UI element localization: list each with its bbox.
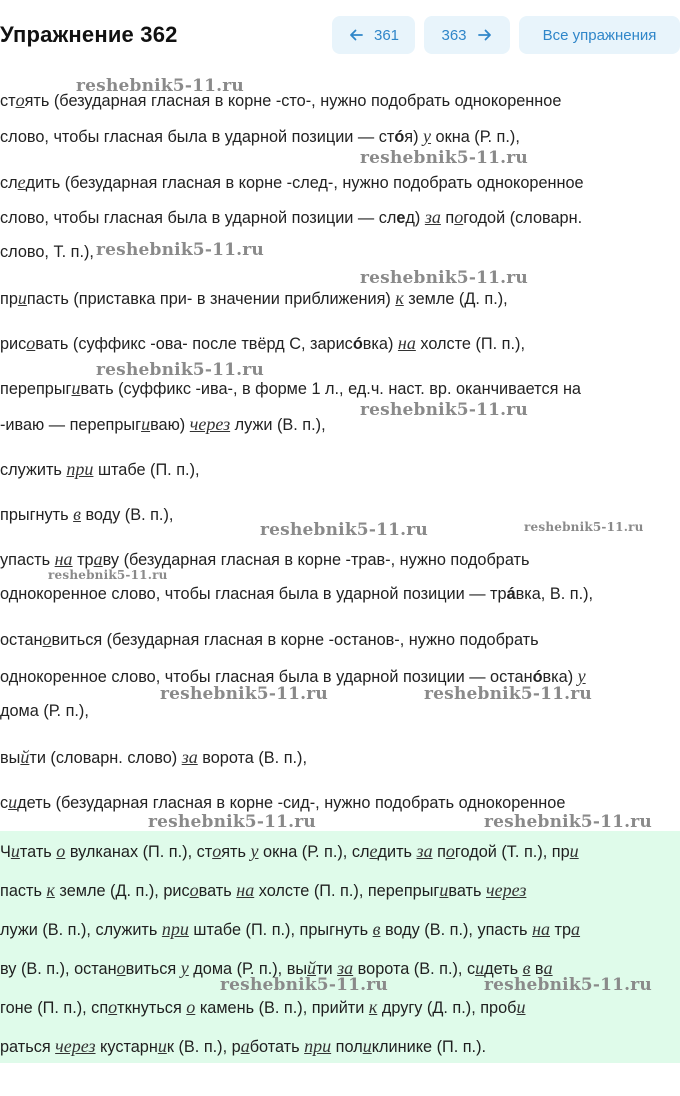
vowel-highlight: и	[71, 378, 81, 398]
text-segment: ти (словарн. слово)	[29, 749, 182, 767]
text-segment: пол	[331, 1038, 363, 1056]
explanation-line	[0, 414, 326, 435]
answer-line	[0, 997, 526, 1018]
text-segment: п	[440, 209, 455, 227]
exercise-header	[0, 0, 680, 72]
explanation-line	[0, 792, 565, 813]
vowel-highlight: й	[20, 747, 30, 767]
preposition-highlight: при	[161, 919, 189, 939]
text-segment: гоне (П. п.), сп	[0, 999, 109, 1017]
text-segment: рис	[0, 335, 27, 353]
text-segment: ваю)	[150, 416, 190, 434]
answer-box	[0, 831, 680, 1063]
vowel-highlight: и	[17, 288, 27, 308]
preposition-highlight: за	[424, 207, 441, 227]
text-segment: пасть	[0, 882, 47, 900]
text-segment: окна (Р. п.),	[431, 128, 520, 146]
answer-line	[0, 1036, 486, 1057]
text-segment: ти	[316, 960, 338, 978]
stressed-vowel: е	[396, 209, 406, 227]
vowel-highlight: а	[93, 549, 103, 569]
text-segment: ворота (В. п.), с	[353, 960, 476, 978]
preposition-highlight: при	[66, 459, 94, 479]
text-segment: клинике (П. п.).	[371, 1038, 487, 1056]
preposition-highlight: при	[304, 1036, 332, 1056]
text-segment: кустарн	[95, 1038, 158, 1056]
text-segment: ст	[0, 92, 16, 110]
vowel-highlight: о	[212, 841, 222, 861]
vowel-highlight: и	[439, 880, 449, 900]
watermark-text: reshebnik5-11.ru	[96, 360, 264, 380]
text-segment: виться (безударная гласная в корне -останов-, нужно подобрать	[51, 631, 539, 649]
stressed-vowel: ó	[532, 668, 543, 686]
watermark-text: reshebnik5-11.ru	[148, 812, 316, 832]
vowel-highlight: о	[15, 90, 25, 110]
text-segment: я)	[404, 128, 424, 146]
text-segment: раться	[0, 1038, 56, 1056]
vowel-highlight: о	[108, 997, 118, 1017]
watermark-text: reshebnik5-11.ru	[360, 400, 528, 420]
vowel-highlight: а	[240, 1036, 250, 1056]
text-segment: тр	[72, 551, 94, 569]
prev-exercise-button[interactable]	[332, 16, 415, 54]
text-segment: окна (Р. п.), сл	[258, 843, 370, 861]
text-segment: дить (безударная гласная в корне -след-, нужно подобрать однокоренное	[25, 174, 584, 192]
answer-line	[0, 841, 579, 862]
stressed-vowel: ó	[352, 335, 363, 353]
preposition-highlight: на	[532, 919, 550, 939]
preposition-highlight: о	[56, 841, 66, 861]
text-segment: слово, чтобы гласная была в ударной позиции — ст	[0, 128, 395, 146]
text-segment: к (В. п.), р	[166, 1038, 241, 1056]
preposition-highlight: на	[397, 333, 416, 353]
text-segment: пасть (приставка при- в значении приближения)	[26, 290, 396, 308]
watermark-text: reshebnik5-11.ru	[524, 520, 644, 534]
vowel-highlight: е	[17, 172, 26, 192]
watermark-text: reshebnik5-11.ru	[76, 76, 244, 96]
text-segment: тр	[550, 921, 572, 939]
preposition-highlight: на	[236, 880, 255, 900]
text-segment: холсте (П. п.), перепрыг	[254, 882, 440, 900]
text-segment: остан	[0, 631, 43, 649]
vowel-highlight: а	[543, 958, 553, 978]
watermark-text: reshebnik5-11.ru	[360, 268, 528, 288]
watermark-text: reshebnik5-11.ru	[260, 520, 428, 540]
preposition-highlight: у	[577, 666, 586, 686]
vowel-highlight: и	[475, 958, 485, 978]
watermark-text: reshebnik5-11.ru	[360, 148, 528, 168]
text-segment: дома (Р. п.),	[0, 702, 89, 720]
text-segment: в	[530, 960, 544, 978]
explanation-line	[0, 549, 530, 570]
preposition-highlight: в	[372, 919, 381, 939]
explanation-line	[0, 333, 525, 354]
text-segment: вы	[0, 749, 21, 767]
text-segment: деть (безударная гласная в корне -сид-, нужно подобрать однокоренное	[17, 794, 566, 812]
preposition-highlight: у	[423, 126, 432, 146]
next-exercise-button[interactable]	[424, 16, 510, 54]
vowel-highlight: и	[362, 1036, 372, 1056]
text-segment: штабе (П. п.), прыгнуть	[188, 921, 373, 939]
text-segment: однокоренное слово, чтобы гласная была в ударной позиции — тр	[0, 585, 507, 603]
text-segment: -иваю — перепрыг	[0, 416, 142, 434]
text-segment: вка)	[542, 668, 578, 686]
preposition-highlight: за	[337, 958, 354, 978]
text-segment: вать	[198, 882, 237, 900]
text-segment: ву (В. п.), остан	[0, 960, 117, 978]
text-segment: тать	[19, 843, 57, 861]
text-segment: слово, чтобы гласная была в ударной позиции — сл	[0, 209, 397, 227]
text-segment: воду (В. п.),	[80, 506, 174, 524]
text-segment: ткнуться	[117, 999, 187, 1017]
explanation-line	[0, 243, 94, 262]
explanation-line	[0, 172, 584, 193]
watermark-text: reshebnik5-11.ru	[484, 975, 652, 995]
preposition-highlight: у	[180, 958, 189, 978]
explanation-line	[0, 504, 173, 525]
answer-line	[0, 919, 580, 940]
preposition-highlight: на	[54, 549, 73, 569]
text-segment: деть	[484, 960, 523, 978]
text-segment: камень (В. п.), прийти	[195, 999, 369, 1017]
text-segment: ботать	[249, 1038, 305, 1056]
arrow-right-icon	[477, 27, 493, 43]
prev-exercise-label: 361	[373, 26, 400, 44]
preposition-highlight: у	[250, 841, 259, 861]
text-segment: вулканах (П. п.), ст	[65, 843, 213, 861]
vowel-highlight: и	[10, 841, 20, 861]
text-segment: штабе (П. п.),	[93, 461, 200, 479]
explanation-line	[0, 629, 539, 650]
preposition-highlight: за	[181, 747, 198, 767]
preposition-highlight: через	[486, 880, 527, 900]
text-segment: земле (Д. п.),	[403, 290, 508, 308]
text-segment: Ч	[0, 843, 11, 861]
watermark-text: reshebnik5-11.ru	[484, 812, 652, 832]
explanation-line	[0, 459, 200, 480]
explanation-line	[0, 378, 581, 399]
preposition-highlight: о	[186, 997, 196, 1017]
explanation-line	[0, 288, 508, 309]
text-segment: ворота (В. п.),	[197, 749, 307, 767]
preposition-highlight: к	[368, 997, 378, 1017]
text-segment: другу (Д. п.), проб	[377, 999, 517, 1017]
stressed-vowel: á	[506, 585, 516, 603]
text-segment: лужи (В. п.), служить	[0, 921, 162, 939]
vowel-highlight: о	[42, 629, 52, 649]
arrow-left-icon	[348, 27, 364, 43]
text-segment: вать (суффикс -ива-, в форме 1 л., ед.ч. наст. вр. оканчивается на	[80, 380, 581, 398]
text-segment: вка)	[362, 335, 398, 353]
vowel-highlight: о	[116, 958, 126, 978]
text-segment: п	[432, 843, 446, 861]
preposition-highlight: в	[73, 504, 81, 524]
explanation-line	[0, 585, 593, 604]
vowel-highlight: о	[454, 207, 464, 227]
text-segment: воду (В. п.), упасть	[380, 921, 533, 939]
watermark-text: reshebnik5-11.ru	[48, 568, 168, 582]
text-segment: д)	[405, 209, 425, 227]
text-segment: однокоренное слово, чтобы гласная была в ударной позиции — остан	[0, 668, 533, 686]
preposition-highlight: в	[522, 958, 531, 978]
vowel-highlight: и	[157, 1036, 167, 1056]
text-segment: упасть	[0, 551, 55, 569]
vowel-highlight: й	[307, 958, 317, 978]
text-segment: виться	[125, 960, 181, 978]
watermark-text: reshebnik5-11.ru	[424, 684, 592, 704]
watermark-text: reshebnik5-11.ru	[220, 975, 388, 995]
text-segment: вать	[448, 882, 487, 900]
text-segment: слово, Т. п.),	[0, 243, 94, 261]
explanation-line	[0, 747, 307, 768]
preposition-highlight: через	[55, 1036, 96, 1056]
preposition-highlight: к	[46, 880, 55, 900]
explanation-line	[0, 126, 520, 147]
text-segment: ять	[221, 843, 251, 861]
text-segment: дома (Р. п.), вы	[188, 960, 308, 978]
preposition-highlight: через	[189, 414, 231, 434]
answer-line	[0, 880, 526, 901]
explanation-line	[0, 702, 89, 721]
text-segment: дить	[377, 843, 417, 861]
text-segment: пр	[0, 290, 18, 308]
vowel-highlight: и	[8, 792, 18, 812]
vowel-highlight: о	[445, 841, 455, 861]
watermark-text: reshebnik5-11.ru	[96, 240, 264, 260]
text-segment: вать (суффикс -ова- после твёрд С, зарис	[35, 335, 353, 353]
text-segment: с	[0, 794, 9, 812]
text-segment: лужи (В. п.),	[230, 416, 326, 434]
explanation-line	[0, 207, 582, 228]
text-segment: вка, В. п.),	[515, 585, 594, 603]
text-segment: ву (безударная гласная в корне -трав-, нужно подобрать	[102, 551, 530, 569]
vowel-highlight: е	[369, 841, 378, 861]
text-segment: годой (Т. п.), пр	[454, 843, 570, 861]
next-exercise-label: 363	[441, 26, 467, 44]
text-segment: холсте (П. п.),	[415, 335, 525, 353]
vowel-highlight: и	[516, 997, 526, 1017]
text-segment: земле (Д. п.), рис	[54, 882, 190, 900]
text-segment: ять (безударная гласная в корне -сто-, нужно подобрать однокоренное	[24, 92, 562, 110]
text-segment: прыгнуть	[0, 506, 74, 524]
preposition-highlight: за	[416, 841, 433, 861]
vowel-highlight: и	[569, 841, 579, 861]
vowel-highlight: а	[571, 919, 581, 939]
text-segment: перепрыг	[0, 380, 72, 398]
vowel-highlight: о	[26, 333, 36, 353]
page-title: Упражнение 362	[0, 22, 178, 47]
vowel-highlight: о	[189, 880, 199, 900]
all-exercises-button[interactable]: Все упражнения	[519, 16, 680, 54]
vowel-highlight: и	[141, 414, 151, 434]
text-segment: служить	[0, 461, 67, 479]
text-segment: годой (словарн.	[463, 209, 583, 227]
stressed-vowel: ó	[394, 128, 405, 146]
watermark-text: reshebnik5-11.ru	[160, 684, 328, 704]
text-segment: сл	[0, 174, 18, 192]
preposition-highlight: к	[395, 288, 404, 308]
